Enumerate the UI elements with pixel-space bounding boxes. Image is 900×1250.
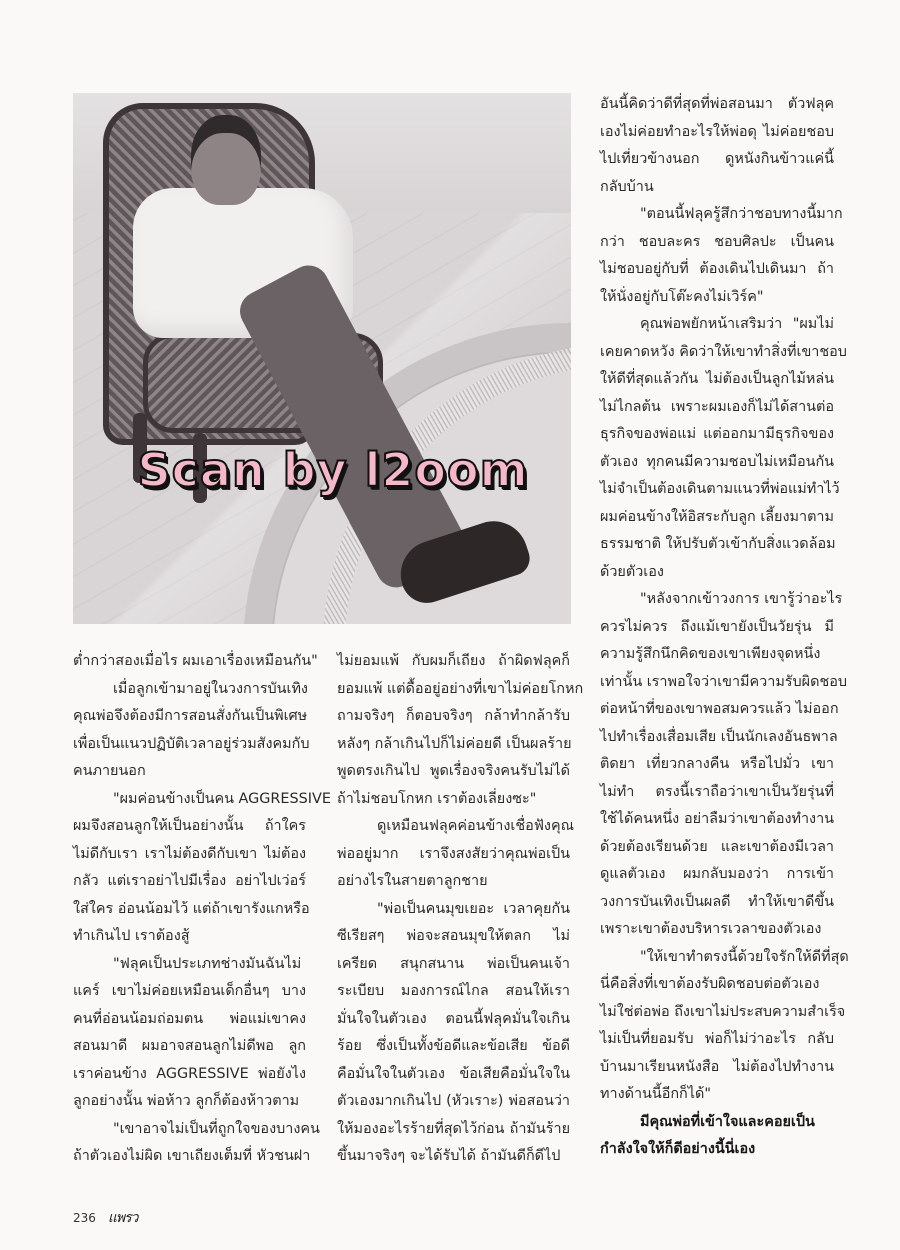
text-line: ไปทำเรื่องเสื่อมเสีย เป็นนักเลงอันธพาล: [600, 728, 838, 745]
text-line: ไม่ไกลต้น เพราะผมเองก็ไม่ได้สานต่อ: [600, 398, 834, 415]
text-line: อันนี้คิดว่าดีที่สุดที่พ่อสอนมา ตัวฟลุค: [600, 96, 834, 112]
article-paragraph: [600, 91, 834, 201]
text-line: ควรไม่ควร ถึงแม้เขายังเป็นวัยรุ่น มี: [600, 618, 834, 635]
text-line: ติดยา เที่ยวกลางคืน หรือไปมั่ว เขา: [600, 756, 834, 772]
text-line: พ่ออยู่มาก เราจึงสงสัยว่าคุณพ่อเป็น: [337, 845, 570, 862]
text-line: ไม่ชอบอยู่กับที่ ต้องเดินไปเดินมา ถ้า: [600, 261, 834, 277]
text-line: "ตอนนี้ฟลุครู้สึกว่าชอบทางนี้มาก: [640, 206, 843, 222]
text-line: คนที่อ่อนน้อมถ่อมตน พ่อแม่เขาคง: [73, 1010, 306, 1027]
closing-statement: [600, 1109, 834, 1164]
text-line: "ผมค่อนข้างเป็นคน AGGRESSIVE: [113, 790, 331, 807]
text-line: มีคุณพ่อที่เข้าใจและคอยเป็น: [640, 1113, 815, 1130]
article-paragraph: [73, 786, 331, 951]
article-paragraph: [337, 813, 574, 896]
photo-person-head: [191, 115, 261, 205]
article-paragraph: [73, 676, 310, 786]
article-paragraph: [73, 951, 306, 1116]
scan-watermark: Scan by l2oom: [137, 443, 529, 497]
text-line: ดูเหมือนฟลุคค่อนข้างเชื่อฟังคุณ: [377, 818, 574, 834]
text-line: ระเบียบ มองการณ์ไกล สอนให้เรา: [337, 983, 570, 999]
text-line: กว่า ชอบละคร ชอบศิลปะ เป็นคน: [600, 233, 834, 250]
text-line: สอนมาดี ผมอาจสอนลูกไม่ดีพอ ลูก: [73, 1038, 306, 1054]
text-line: ความรู้สึกนึกคิดของเขาเพียงจุดหนึ่ง: [600, 646, 821, 662]
text-line: อย่างไรในสายตาลูกชาย: [337, 873, 488, 889]
text-line: ธุรกิจของพ่อแม่ แต่ออกมามีธุรกิจของ: [600, 426, 834, 442]
text-line: เมื่อลูกเข้ามาอยู่ในวงการบันเทิง: [113, 680, 308, 697]
text-line: ทางด้านนี้อีกก็ได้": [600, 1086, 711, 1102]
text-line: เพราะเขาต้องบริหารเวลาของตัวเอง: [600, 921, 822, 937]
text-line: ไม่ใช่ต่อพ่อ ถึงเขาไม่ประสบความสำเร็จ: [600, 1003, 846, 1020]
article-paragraph: [600, 586, 847, 944]
article-photo: [73, 93, 571, 624]
text-line: "หลังจากเข้าวงการ เขารู้ว่าอะไร: [640, 591, 843, 607]
text-line: เราค่อนข้าง AGGRESSIVE พ่อยังไง: [73, 1065, 306, 1082]
text-line: ถ้าตัวเองไม่ผิด เขาเถียงเต็มที่ หัวชนฝา: [73, 1148, 311, 1164]
text-line: คุณพ่อจึงต้องมีการสอนสั่งกันเป็นพิเศษ: [73, 708, 308, 724]
text-line: ผมจึงสอนลูกให้เป็นอย่างนั้น ถ้าใคร: [73, 818, 306, 834]
text-line: ด้วยต้องเรียนด้วย และเขาต้องมีเวลา: [600, 838, 834, 855]
text-line: กลับบ้าน: [600, 178, 654, 195]
text-line: ไปเที่ยวข้างนอก ดูหนังกินข้าวแค่นี้: [600, 151, 834, 167]
text-line: ใส่ใคร อ่อนน้อมไว้ แต่ถ้าเขารังแกหรือ: [73, 900, 310, 917]
text-line: นี่คือสิ่งที่เขาต้องรับผิดชอบต่อตัวเอง: [600, 976, 820, 992]
article-column-middle: [337, 648, 584, 1171]
text-line: เคยคาดหวัง คิดว่าให้เขาทำสิ่งที่เขาชอบ: [600, 343, 847, 360]
text-line: ดูแลตัวเอง ผมกลับมองว่า การเข้า: [600, 866, 834, 882]
text-line: ถ้าไม่ชอบโกหก เราต้องเลี่ยงซะ": [337, 790, 537, 807]
text-line: ไม่เป็นที่ยอมรับ พ่อก็ไม่ว่าอะไร กลับ: [600, 1031, 834, 1047]
article-column-left: [73, 648, 331, 1171]
text-line: วงการบันเทิงเป็นผลดี ทำให้เขาดีขึ้น: [600, 893, 834, 910]
page-number: 236: [73, 1211, 96, 1225]
text-line: เครียด สนุกสนาน พ่อเป็นคนเจ้า: [337, 955, 570, 972]
text-line: คุณพ่อพยักหน้าเสริมว่า "ผมไม่: [640, 316, 834, 332]
text-line: ไม่ยอมแพ้ กับผมก็เถียง ถ้าผิดฟลุคก็: [337, 653, 570, 669]
text-line: พูดตรงเกินไป พูดเรื่องจริงคนรับไม่ได้: [337, 763, 570, 779]
text-line: ไม่ทำ ตรงนี้เราถือว่าเขาเป็นวัยรุ่นที่: [600, 783, 834, 800]
text-line: ต่ำกว่าสองเมื่อไร ผมเอาเรื่องเหมือนกัน": [73, 653, 318, 669]
text-line: ให้ดีที่สุดแล้วกัน ไม่ต้องเป็นลูกไม้หล่น: [600, 371, 834, 387]
text-line: ทำเกินไป เราต้องสู้: [73, 928, 190, 944]
text-line: ไม่ดีกับเรา เราไม่ต้องดีกับเขา ไม่ต้อง: [73, 845, 306, 862]
text-line: กลัว แต่เราอย่าไปมีเรื่อง อย่าไปเว่อร์: [73, 873, 306, 889]
text-line: ยอมแพ้ แต่ดื้ออยู่อย่างที่เขาไม่ค่อยโกหก: [337, 680, 584, 697]
text-line: ไม่จำเป็นต้องเดินตามแนวที่พ่อแม่ทำไว้: [600, 481, 840, 497]
article-paragraph: [337, 648, 584, 813]
text-line: ใช้ได้คนหนึ่ง อย่าลืมว่าเขาต้องทำงาน: [600, 811, 834, 827]
text-line: ด้วยตัวเอง: [600, 563, 664, 580]
article-paragraph: [600, 201, 843, 311]
text-line: ร้อย ซึ่งเป็นทั้งข้อดีและข้อเสีย ข้อดี: [337, 1038, 570, 1054]
text-line: แคร์ เขาไม่ค่อยเหมือนเด็กอื่นๆ บาง: [73, 983, 306, 999]
article-column-right: [600, 91, 849, 1164]
magazine-logo: แพรว: [107, 1210, 138, 1226]
text-line: "ฟลุคเป็นประเภทช่างมันฉันไม่: [113, 955, 302, 972]
article-paragraph: [600, 944, 849, 1109]
text-line: ถามจริงๆ ก็ตอบจริงๆ กล้าทำกล้ารับ: [337, 708, 570, 724]
text-line: ตัวเอง ทุกคนมีความชอบไม่เหมือนกัน: [600, 453, 834, 470]
text-line: ขึ้นมาจริงๆ จะได้รับได้ ถ้ามันดีก็ดีไป: [337, 1148, 561, 1164]
text-line: เพื่อเป็นแนวปฏิบัติเวลาอยู่ร่วมสังคมกับ: [73, 735, 310, 752]
article-paragraph: [73, 648, 318, 676]
text-line: ผมค่อนข้างให้อิสระกับลูก เลี้ยงมาตาม: [600, 508, 834, 525]
text-line: "ให้เขาทำตรงนี้ด้วยใจรักให้ดีที่สุด: [640, 948, 849, 965]
text-line: เท่านั้น เราพอใจว่าเขามีความรับผิดชอบ: [600, 673, 847, 690]
text-line: "เขาอาจไม่เป็นที่ถูกใจของบางคน: [113, 1120, 320, 1137]
text-line: คนภายนอก: [73, 763, 146, 779]
text-line: หลังๆ กล้าเกินไปก็ไม่ค่อยดี เป็นผลร้าย: [337, 735, 572, 752]
text-line: "พ่อเป็นคนมุขเยอะ เวลาคุยกัน: [377, 900, 570, 917]
text-line: มั่นใจในตัวเอง ตอนนี้ฟลุคมั่นใจเกิน: [337, 1010, 570, 1027]
text-line: คือมั่นใจในตัวเอง ข้อเสียคือมั่นใจใน: [337, 1065, 570, 1082]
text-line: ตัวเองมากเกินไป (หัวเราะ) พ่อสอนว่า: [337, 1093, 570, 1109]
text-line: บ้านมาเรียนหนังสือ ไม่ต้องไปทำงาน: [600, 1058, 834, 1075]
article-paragraph: [73, 1116, 320, 1171]
text-line: ต่อหน้าที่ของเขาพอสมควรแล้ว ไม่ออก: [600, 701, 839, 717]
text-line: เองไม่ค่อยทำอะไรให้พ่อดุ ไม่ค่อยชอบ: [600, 123, 834, 140]
text-line: ธรรมชาติ ให้ปรับตัวเข้ากับสิ่งแวดล้อม: [600, 536, 836, 552]
text-line: ให้มองอะไรร้ายที่สุดไว้ก่อน ถ้ามันร้าย: [337, 1120, 570, 1137]
text-line: กำลังใจให้ก็ดีอย่างนี้นี่เอง: [600, 1141, 756, 1157]
text-line: ลูกอย่างนั้น พ่อห้าว ลูกก็ต้องห้าวตาม: [73, 1093, 300, 1109]
text-line: ให้นั่งอยู่กับโต๊ะคงไม่เวิร์ค": [600, 288, 764, 305]
article-paragraph: [600, 311, 847, 586]
article-paragraph: [337, 896, 570, 1171]
page-footer: [73, 1207, 138, 1229]
text-line: ซีเรียสๆ พ่อจะสอนมุขให้ตลก ไม่: [337, 928, 570, 944]
